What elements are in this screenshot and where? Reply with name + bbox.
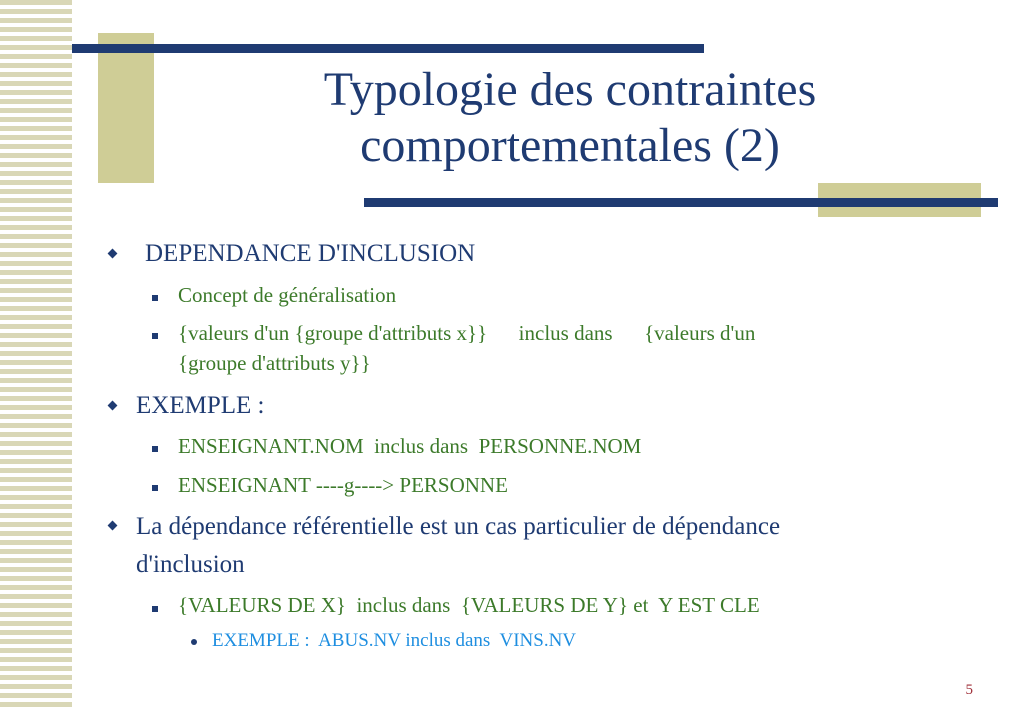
square-bullet-icon: [152, 485, 158, 491]
title-line-2: comportementales (2): [360, 119, 780, 172]
title-line-1: Typologie des contraintes: [323, 63, 817, 116]
bullet-exemple: EXEMPLE :: [136, 392, 265, 419]
sub-bullet-enseignant-nom: ENSEIGNANT.NOM inclus dans PERSONNE.NOM: [178, 434, 642, 458]
square-bullet-icon: [152, 446, 158, 452]
sub-sub-bullet-exemple-abus: EXEMPLE : ABUS.NV inclus dans VINS.NV: [212, 630, 577, 651]
diamond-bullet-icon: [108, 401, 118, 411]
sub-bullet-concept: Concept de généralisation: [178, 283, 397, 307]
diamond-bullet-icon: [108, 521, 118, 531]
sub-bullet-enseignant-personne: ENSEIGNANT ----g----> PERSONNE: [178, 473, 508, 497]
dot-bullet-icon: [191, 639, 197, 645]
bullet-dependance-referentielle-line1: La dépendance référentielle est un cas particulier de dépendance: [136, 513, 781, 540]
sub-bullet-valeurs-x-y: {VALEURS DE X} inclus dans {VALEURS DE Y} et Y EST CLE: [178, 593, 760, 617]
sub-bullet-valeurs-line2: {groupe d'attributs y}}: [178, 351, 371, 375]
square-bullet-icon: [152, 295, 158, 301]
diamond-bullet-icon: [108, 249, 118, 259]
bullet-dependance-inclusion: DEPENDANCE D'INCLUSION: [145, 240, 476, 267]
bullet-dependance-referentielle-line2: d'inclusion: [136, 551, 245, 578]
page-number: 5: [965, 682, 973, 698]
square-bullet-icon: [152, 333, 158, 339]
sub-bullet-valeurs-line1: {valeurs d'un {groupe d'attributs x}} inclus dans {valeurs d'un: [178, 321, 756, 345]
square-bullet-icon: [152, 606, 158, 612]
